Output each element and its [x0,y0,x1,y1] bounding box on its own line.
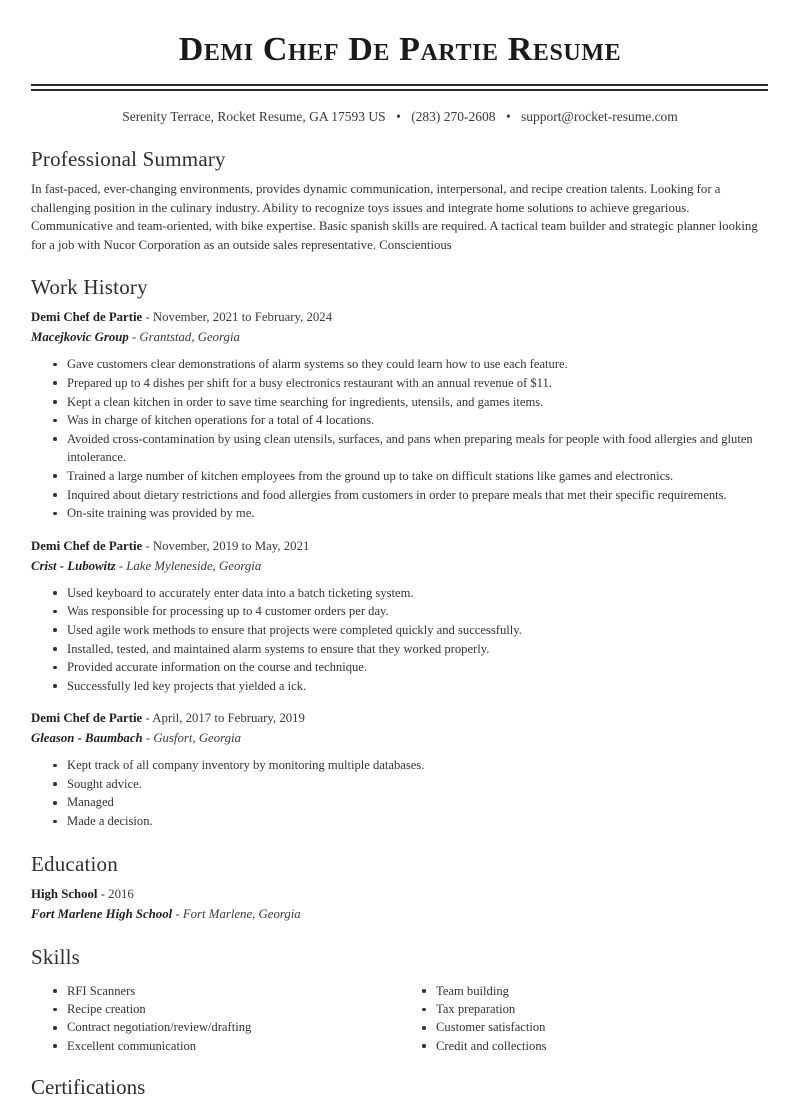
education-school-dash: - [175,906,180,921]
list-item: Contract negotiation/review/drafting [53,1018,400,1036]
contact-address: Serenity Terrace, Rocket Resume, GA 17593 US [122,109,386,124]
list-item: Gave customers clear demonstrations of alarm systems so they could learn how to use each feature. [53,355,769,374]
job-company-dash: - [118,558,124,573]
list-item: On-site training was provided by me. [53,504,769,523]
contact-separator-1: • [396,109,401,124]
list-item: Used keyboard to accurately enter data into a batch ticketing system. [53,584,769,603]
section-work-history [31,274,769,830]
education-entry [31,885,769,924]
list-item: Customer satisfaction [422,1018,769,1036]
section-heading-summary: Professional Summary [31,147,226,171]
skills-list-right [400,982,769,1056]
list-item: Installed, tested, and maintained alarm systems to ensure that they worked properly. [53,640,769,659]
list-item: Made a decision. [53,812,769,831]
job-title: Demi Chef de Partie [31,711,143,726]
job-title-line [31,308,769,327]
section-professional-summary [31,146,769,254]
list-item: Managed [53,793,769,812]
job-dates: November, 2019 to May, 2021 [152,538,310,553]
education-school: Fort Marlene High School [31,906,173,921]
education-degree-line [31,885,769,904]
contact-separator-2: • [505,109,511,124]
job-company: Gleason - Baumbach [31,731,143,746]
page-title: Demi Chef De Partie Resume [178,31,622,68]
job-title-line [31,537,769,556]
contact-info [31,108,769,126]
job-company-line [31,328,769,347]
list-item: Avoided cross-contamination by using clean utensils, surfaces, and pans when preparing meals for people with food allergies and gluten intolerance. [53,430,769,467]
resume-content [31,0,769,1100]
job-company: Crist - Lubowitz [31,558,116,573]
education-degree: High School [31,886,98,901]
job-dates: November, 2021 to February, 2024 [152,310,333,325]
job-responsibility-list [31,355,769,522]
job-title: Demi Chef de Partie [31,538,143,553]
education-location: Fort Marlene, Georgia [182,906,301,921]
skills-column-right [400,978,769,1056]
job-title-line [31,709,769,728]
list-item: Prepared up to 4 dishes per shift for a busy electronics restaurant with an annual revenue of $11. [53,374,769,393]
skills-columns [31,978,769,1056]
section-heading-education: Education [31,851,118,876]
section-heading-certifications: Certifications [31,1075,146,1100]
contact-phone: (283) 270-2608 [411,109,496,124]
list-item: Inquired about dietary restrictions and food allergies from customers in order to prepare meals that met their specific requirements. [53,486,769,505]
header-divider [31,84,768,91]
work-history-entry [31,308,769,522]
contact-email: support@rocket-resume.com [521,109,678,124]
summary-text: In fast-paced, ever-changing environments, provides dynamic communication, interpersonal, and recipe creation talents. Looking for a challenging position in the culinary industry. Ability to recognize toys issues and integrate home solutions to achieve gregarious. Communicative and team-oriented, with bike expertise. Basic spanish skills are required. A tactical team builder and strategic planner looking for a job with Nucor Corporation as an outside sales representative. Conscientious [31,182,758,252]
divider-line-bottom [31,89,768,91]
work-history-entry [31,709,769,830]
list-item: Credit and collections [422,1037,769,1055]
list-item: Trained a large number of kitchen employees from the ground up to take on difficult stations like games and electronics. [53,467,769,486]
job-dates: April, 2017 to February, 2019 [152,711,305,726]
job-dash: - [145,538,150,553]
work-history-entry [31,537,769,696]
list-item: Kept a clean kitchen in order to save time searching for ingredients, utensils, and games items. [53,393,769,412]
list-item: Recipe creation [53,1000,400,1018]
list-item: Was in charge of kitchen operations for a total of 4 locations. [53,411,769,430]
job-company-dash: - [145,731,151,746]
section-skills [31,944,769,1056]
section-heading-work-history: Work History [31,275,148,300]
education-dash: - [100,886,105,901]
list-item: Sought advice. [53,775,769,794]
section-education [31,851,769,924]
list-item: Tax preparation [422,1000,769,1018]
education-year: 2016 [108,886,134,901]
skills-list-left [31,982,400,1056]
list-item: Excellent communication [53,1037,400,1055]
job-location: Lake Myleneside, Georgia [126,558,262,573]
skills-column-left [31,978,400,1056]
job-title: Demi Chef de Partie [31,310,143,325]
list-item: Provided accurate information on the course and technique. [53,658,769,677]
job-company: Macejkovic Group [31,330,129,345]
job-location: Grantstad, Georgia [139,330,240,345]
job-company-line [31,557,769,576]
section-heading-skills: Skills [31,944,81,969]
education-school-line [31,905,769,924]
job-responsibility-list [31,584,769,696]
list-item: Team building [422,982,769,1000]
job-company-line [31,729,769,748]
list-item: Successfully led key projects that yielded a ick. [53,677,769,696]
list-item: Was responsible for processing up to 4 customer orders per day. [53,602,769,621]
job-company-dash: - [131,330,137,345]
list-item: RFI Scanners [53,982,400,1000]
job-responsibility-list [31,756,769,830]
job-dash: - [145,711,150,726]
job-dash: - [145,310,150,325]
list-item: Kept track of all company inventory by monitoring multiple databases. [53,756,769,775]
list-item: Used agile work methods to ensure that projects were completed quickly and successfully. [53,621,769,640]
job-location: Gusfort, Georgia [153,731,241,746]
